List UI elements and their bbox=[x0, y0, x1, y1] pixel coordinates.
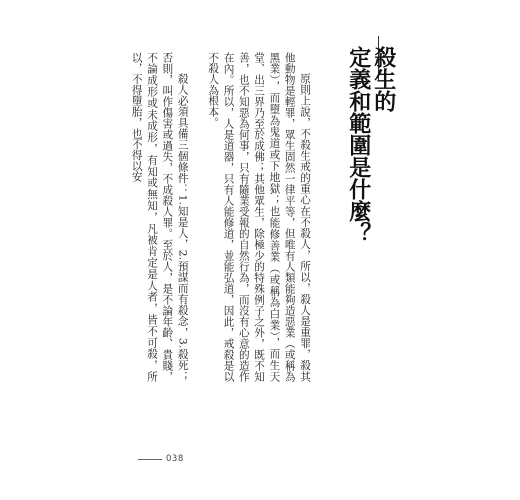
page-title bbox=[346, 46, 396, 246]
page-number: 038 bbox=[166, 454, 184, 464]
body-text bbox=[130, 52, 312, 382]
page-footer bbox=[138, 454, 184, 464]
paragraph-1: 原則上說，不殺生戒的重心在不殺人，所以，殺人是重罪，殺其他動物是輕罪，眾生固然一律平等，但唯有人類能夠造惡業（或稱為黑業），而墮為鬼道或下地獄；也能修善業（或稱為白業），而生天堂、出三界乃至於成佛；其他眾生，除極少的特殊例子之外，既不知善，也不知惡為何事，只有隨業受報的自然行為，而沒有心意的造作在內。所以，人是道器，只有人能修道，並能弘道，因此，戒殺是以不殺人為根本。 bbox=[207, 52, 311, 382]
title-line-2: 定義和範圍是什麼？ bbox=[345, 46, 371, 244]
title-line-1: 殺生的 bbox=[370, 46, 396, 112]
footer-rule bbox=[138, 459, 162, 460]
paragraph-2: 殺人必須具備三個條件：1.知是人，2.預謀而有殺念，3.殺死；否則，叫作傷害或過失，不成殺人罪。至於人，是不論年齡、貴賤，不論成形或未成形，有知或無知，凡被肯定是人者，皆不可殺，所以，不得墮胎，也不得以安 bbox=[130, 52, 189, 382]
